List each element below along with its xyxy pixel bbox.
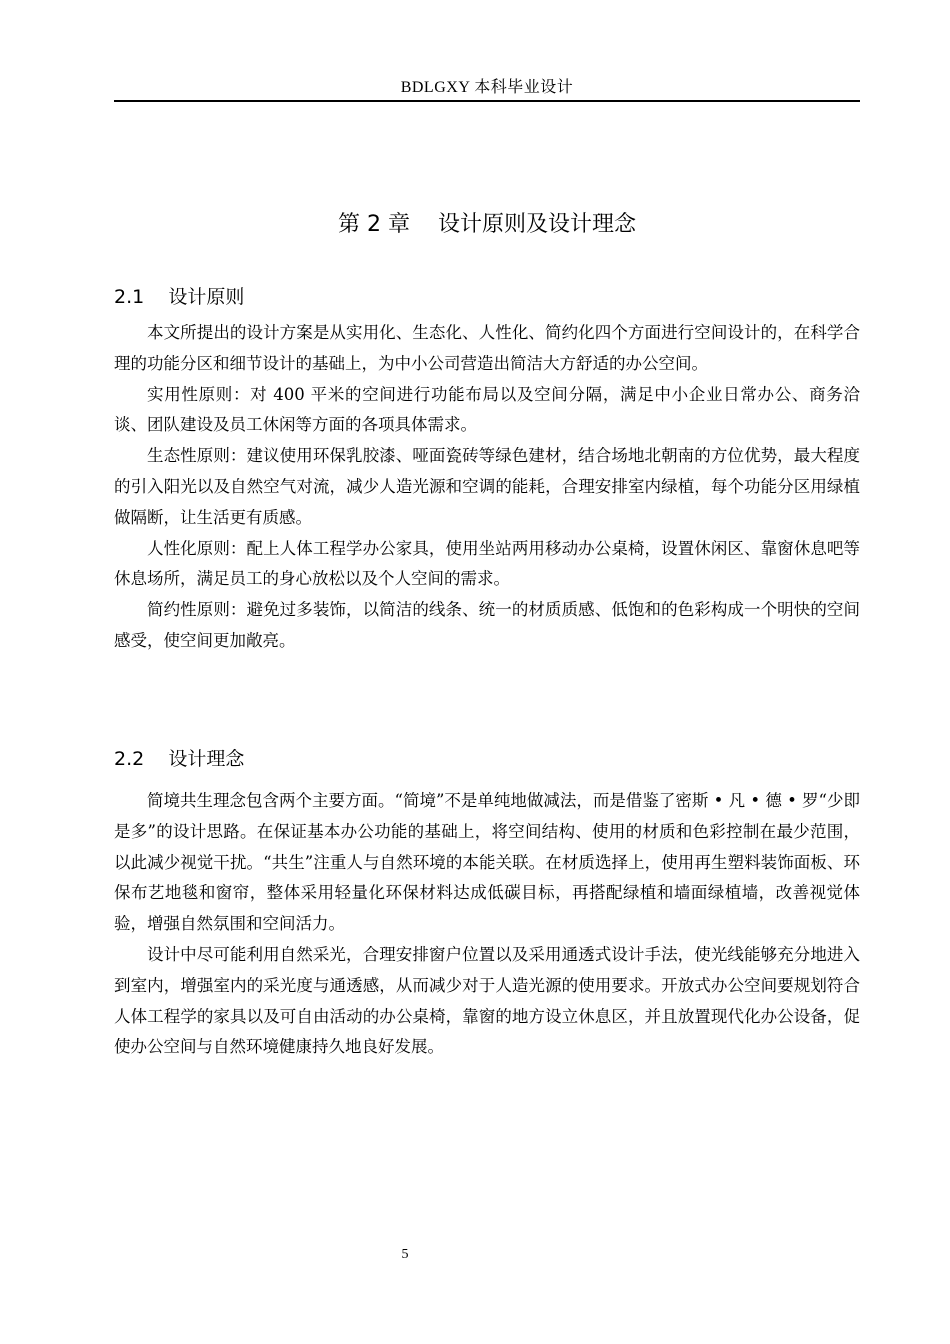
page-number: 5: [401, 1247, 409, 1262]
paragraph: 生态性原则：建议使用环保乳胶漆、哑面瓷砖等绿色建材，结合场地北朝南的方位优势，最大程度的引入阳光以及自然空气对流，减少人造光源和空调的能耗，合理安排室内绿植，每个功能分区用绿植做隔断，让生活更有质感。: [114, 446, 860, 527]
paragraph: 本文所提出的设计方案是从实用化、生态化、人性化、简约化四个方面进行空间设计的，在科学合理的功能分区和细节设计的基础上，为中小公司营造出简洁大方舒适的办公空间。: [114, 323, 860, 373]
paragraph: 设计中尽可能利用自然采光，合理安排窗户位置以及采用通透式设计手法，使光线能够充分地进入到室内，增强室内的采光度与通透感，从而减少对于人造光源的使用要求。开放式办公空间要规划符合人体工程学的家具以及可自由活动的办公桌椅，靠窗的地方设立休息区，并且放置现代化办公设备，促使办公空间与自然环境健康持久地良好发展。: [114, 944, 860, 1057]
chapter-title: 第 2 章 设计原则及设计理念: [338, 212, 636, 237]
header-divider: [114, 100, 860, 102]
paragraph: 实用性原则：对 400 平米的空间进行功能布局以及空间分隔，满足中小企业日常办公、商务洽谈、团队建设及员工休闲等方面的各项具体需求。: [114, 384, 860, 435]
paragraph: 简约性原则：避免过多装饰，以简洁的线条、统一的材质质感、低饱和的色彩构成一个明快的空间感受，使空间更加敞亮。: [114, 600, 860, 650]
section-title-2-2: 2.2 设计理念: [114, 748, 245, 770]
section-body-2-2: [114, 786, 860, 1063]
section-body-2-1: [114, 318, 860, 657]
paragraph: 简境共生理念包含两个主要方面。“简境”不是单纯地做减法，而是借鉴了密斯 • 凡 • 德 • 罗“少即是多”的设计思路。在保证基本办公功能的基础上，将空间结构、使用的材质和色彩控制在最少范围，以此减少视觉干扰。“共生”注重人与自然环境的本能关联。在材质选择上，使用再生塑料装饰面板、环保布艺地毯和窗帘，整体采用轻量化环保材料达成低碳目标，再搭配绿植和墙面绿植墙，改善视觉体验，增强自然氛围和空间活力。: [114, 791, 860, 934]
running-header: BDLGXY 本科毕业设计: [400, 79, 574, 96]
paragraph: 人性化原则：配上人体工程学办公家具，使用坐站两用移动办公桌椅，设置休闲区、靠窗休息吧等休息场所，满足员工的身心放松以及个人空间的需求。: [114, 538, 860, 589]
section-title-2-1: 2.1 设计原则: [114, 286, 245, 308]
